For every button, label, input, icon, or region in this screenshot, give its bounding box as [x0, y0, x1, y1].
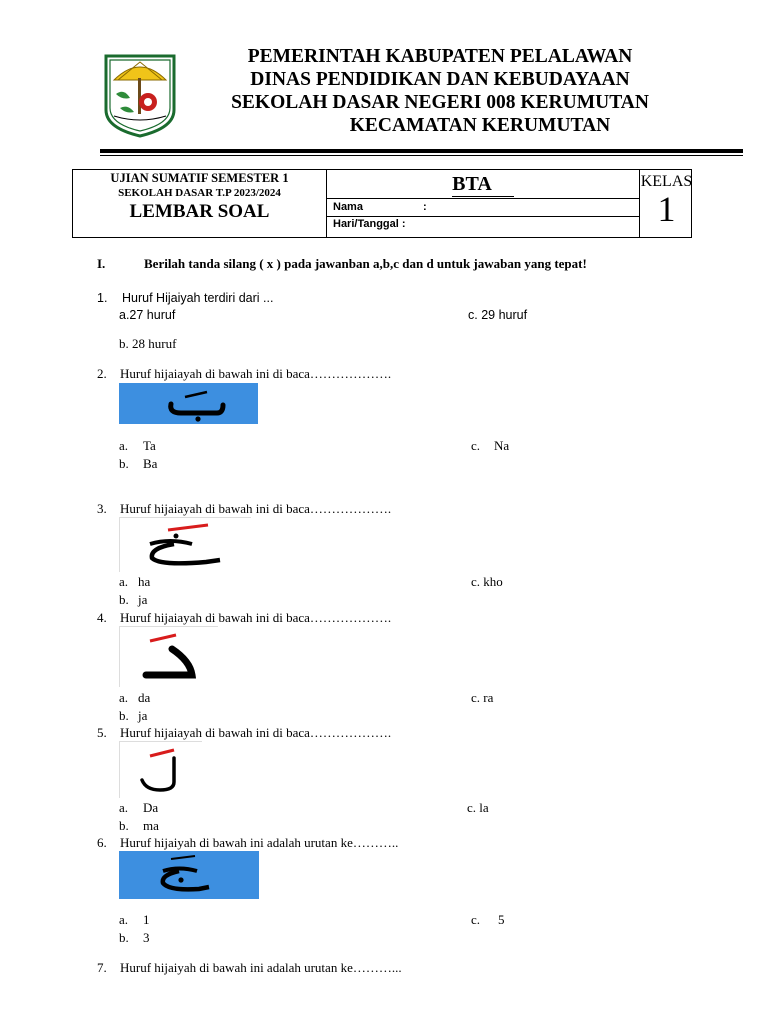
section-number: I.: [97, 256, 106, 271]
q4-text: Huruf hijaiayah di bawah ini di baca……………….: [120, 610, 392, 625]
q4-letter-image: [119, 626, 218, 687]
q6-option-b-key: b.: [119, 930, 129, 945]
header-line-3: SEKOLAH DASAR NEGERI 008 KERUMUTAN: [231, 92, 649, 113]
q6-option-b: 3: [143, 930, 150, 945]
q2-letter-image: [119, 383, 258, 424]
q2-number: 2.: [97, 366, 107, 381]
q3-option-c: c. kho: [471, 574, 503, 589]
q5-option-c: c. la: [467, 800, 489, 815]
header-line-2: DINAS PENDIDIKAN DAN KEBUDAYAAN: [250, 69, 630, 90]
q2-option-b: Ba: [143, 456, 158, 471]
q5-option-b: ma: [143, 818, 159, 833]
q3-option-b-key: b.: [119, 592, 129, 607]
q3-option-a-key: a.: [119, 574, 129, 589]
q3-option-a: ha: [138, 574, 151, 589]
q3-text: Huruf hijaiayah di bawah ini di baca……………….: [120, 501, 392, 516]
q5-option-a: Da: [143, 800, 159, 815]
q5-letter-image: [119, 741, 202, 798]
exam-info-table: [72, 169, 692, 238]
sheet-title: LEMBAR SOAL: [129, 201, 270, 222]
q6-option-a-key: a.: [119, 912, 129, 927]
q6-text: Huruf hijaiyah di bawah ini adalah urutan ke………..: [120, 835, 399, 850]
q6-option-c: 5: [498, 912, 505, 927]
q2-text: Huruf hijaiayah di bawah ini di baca……………….: [120, 366, 392, 381]
q7-text: Huruf hijaiyah di bawah ini adalah urutan ke………...: [120, 960, 402, 975]
q4-option-c: c. ra: [471, 690, 494, 705]
q4-option-b-key: b.: [119, 708, 129, 723]
name-colon: :: [423, 201, 427, 213]
q2-option-a-key: a.: [119, 438, 129, 453]
class-value: 1: [657, 189, 676, 229]
q3-number: 3.: [97, 501, 107, 516]
header-line-4: KECAMATAN KERUMUTAN: [349, 115, 611, 136]
q3-letter-image: [119, 517, 251, 572]
q4-number: 4.: [97, 610, 107, 625]
q4-option-a-key: a.: [119, 690, 129, 705]
q5-option-b-key: b.: [119, 818, 129, 833]
header-rule-thick: [100, 149, 743, 153]
q7-number: 7.: [97, 960, 107, 975]
section-instruction: Berilah tanda silang ( x ) pada jawanban a,b,c dan d untuk jawaban yang tepat!: [144, 256, 587, 271]
q2-option-c: Na: [494, 438, 510, 453]
q5-text: Huruf hijaiayah di bawah ini di baca……………….: [120, 725, 392, 740]
q6-letter-image: [119, 851, 259, 899]
q1-option-a: a.27 huruf: [119, 308, 176, 322]
q1-number: 1.: [97, 291, 108, 305]
class-label: KELAS: [640, 173, 693, 190]
q2-option-b-key: b.: [119, 456, 129, 471]
q2-option-a: Ta: [143, 438, 156, 453]
date-label: Hari/Tanggal :: [333, 218, 406, 230]
subject-title: BTA: [452, 173, 514, 197]
header-line-1: PEMERINTAH KABUPATEN PELALAWAN: [247, 46, 633, 67]
q1-text: Huruf Hijaiyah terdiri dari ...: [122, 291, 274, 305]
q1-option-c: c. 29 huruf: [468, 308, 528, 322]
q5-option-a-key: a.: [119, 800, 129, 815]
header-rule-thin: [100, 155, 743, 156]
q3-option-b: ja: [138, 592, 148, 607]
q1-option-b: b. 28 huruf: [119, 336, 177, 351]
q2-option-c-key: c.: [471, 438, 481, 453]
school-year: SEKOLAH DASAR T.P 2023/2024: [118, 187, 281, 199]
q6-option-c-key: c.: [471, 912, 481, 927]
q4-option-b: ja: [138, 708, 148, 723]
q6-number: 6.: [97, 835, 107, 850]
q5-number: 5.: [97, 725, 107, 740]
name-label: Nama: [333, 201, 363, 213]
q4-option-a: da: [138, 690, 151, 705]
school-emblem-logo: [100, 50, 180, 138]
q6-option-a: 1: [143, 912, 150, 927]
exam-title: UJIAN SUMATIF SEMESTER 1: [110, 171, 289, 185]
